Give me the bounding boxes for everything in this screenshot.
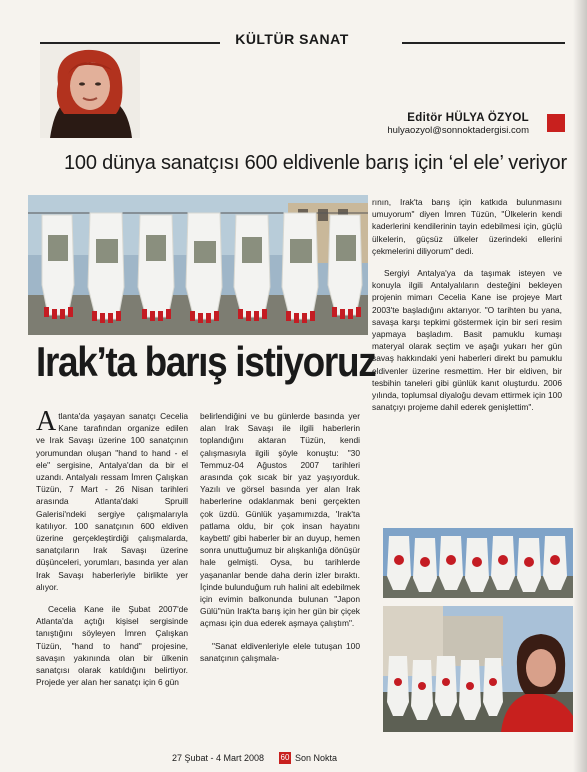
column-3-paragraph-2: Sergiyi Antalya'ya da taşımak isteyen ve konuyla ilgili Antalyalıların desteğini bekleyen projenin mimarı Cecelia Kane ise projeye Mart 2003'te başladığını aktarıyor. "O tarihten bu yana, savaşa karşı tepkimi göstermek için bir seri resim yapmaya başladım. Basit pamuklu kumaşı materyal olarak seçtim ve aşağı yukarı her gün savaş hakkındaki yeni haberleri direkt bu pamuklu eldivenler üzerine resmettim. Her bir eldiven, bir tesbihin taneleri gibi günlük kanıt oluşturdu. 2006 yılında, toplumsal diyaloğu devam ettirmek için 100 sanatçıyı projeme dahil ederek genişlettim". <box>372 268 562 413</box>
article-headline: 100 dünya sanatçısı 600 eldivenle barış için ‘el ele’ veriyor <box>64 152 567 174</box>
page-number: 60 <box>280 753 290 762</box>
gloves-line-photo <box>383 528 573 598</box>
article-column-1 <box>36 406 188 688</box>
page-spine-shadow <box>573 0 587 772</box>
article-column-3 <box>372 196 562 413</box>
brand-square <box>547 114 565 132</box>
column-2-paragraph-1: belirlendiğini ve bu günlerde basında yer alan Irak Savaşı ile ilgili haberlerin toplandığını aktaran Tüzün, kendi çalışmasıyla ilgili şöyle konuştu: "30 Temmuz-04 Ağustos 2007 tarihleri arasında çok sıcak bir yaz yaşıyorduk. Yazılı ve görsel basında yer alan Irak haberlerine odaklanmak beni gerçekten çok üzdü. Günlük yaşamımızda, 'Irak'ta patlama oldu, bir çok insan hayatını kaybetti' gibi haberler bir an duyup, hemen sonra unuttuğumuz bir alışkanlığa dönüşür hale gelmişti. Oysa, bu tarihlerde yaşananlar bende daha derin izler bıraktı. İçinde bulunduğum ruh halini alt edebilmek için evimin balkonunda bulunan "Japon Gülü"nün Irak'ta barış için her gün bir çiçek açması için dua ederek aşmaya çalıştım". <box>200 411 360 629</box>
editor-portrait-photo <box>40 44 140 138</box>
column-3-paragraph-1: rının, Irak'ta barış için katkıda bulunmasını umuyorum" diyen İmren Tüzün, "Ülkelerin kendi kaderlerini kendilerinin tayin edebilmesi için, güçlü ülkelerin, güçsüz ülkeler üzerindeki ellerini çekmelerini diliyorum" dedi. <box>372 197 562 256</box>
gloves-exhibition-photo <box>28 195 368 335</box>
editor-byline <box>387 112 529 136</box>
drop-cap: A <box>36 406 57 437</box>
editor-email: hulyaozyol@sonnoktadergisi.com <box>387 125 529 136</box>
article-title: Irak’ta barış istiyoruz <box>36 338 376 385</box>
editor-name: Editör HÜLYA ÖZYOL <box>407 112 529 124</box>
page-footer <box>0 752 587 766</box>
artist-with-gloves-photo <box>383 606 573 732</box>
issue-date: 27 Şubat - 4 Mart 2008 <box>172 753 265 763</box>
column-1-paragraph-2: Cecelia Kane ile Şubat 2007'de Atlanta'da açtığı kişisel sergisinde tanıştığını söyleyen İmren Çalışkan Tüzün, "hand to hand" projesine, savaşın yakınında olan bir ülkenin sanatçısı olarak katıldığını belirtiyor. Projede yer alan her sanatçı için 6 gün <box>36 604 188 688</box>
magazine-name: Son Nokta <box>295 753 338 763</box>
column-2-paragraph-2: "Sanat eldivenleriyle elele tutuşan 100 sanatçının çalışmala- <box>200 640 360 663</box>
section-title: KÜLTÜR SANAT <box>235 31 349 47</box>
article-column-2 <box>200 410 360 664</box>
column-1-paragraph-1: tlanta'da yaşayan sanatçı Cecelia Kane tarafından organize edilen ve Irak Savaşı üzerine 100 sanatçının yorumundan oluşan "hand to hand - el ele" sergisine, Antalya'dan da bir el uzandı. Antalyalı ressam İmren Çalışkan Tüzün, 7 Mart - 26 Nisan tarihleri arasında Atlanta'daki Spruill Galerisi'ndeki sergiye çalışmalarıyla katılıyor. 100 sanatçının 600 eldiven üzerine gerçekleştirdiği çalışmalarda, sanatçıların Irak Savaşı üzerine düşünceleri, yorumları, basında yer alan Irak Savaşı haberleriyle birlikte yer alıyor. <box>36 411 188 592</box>
